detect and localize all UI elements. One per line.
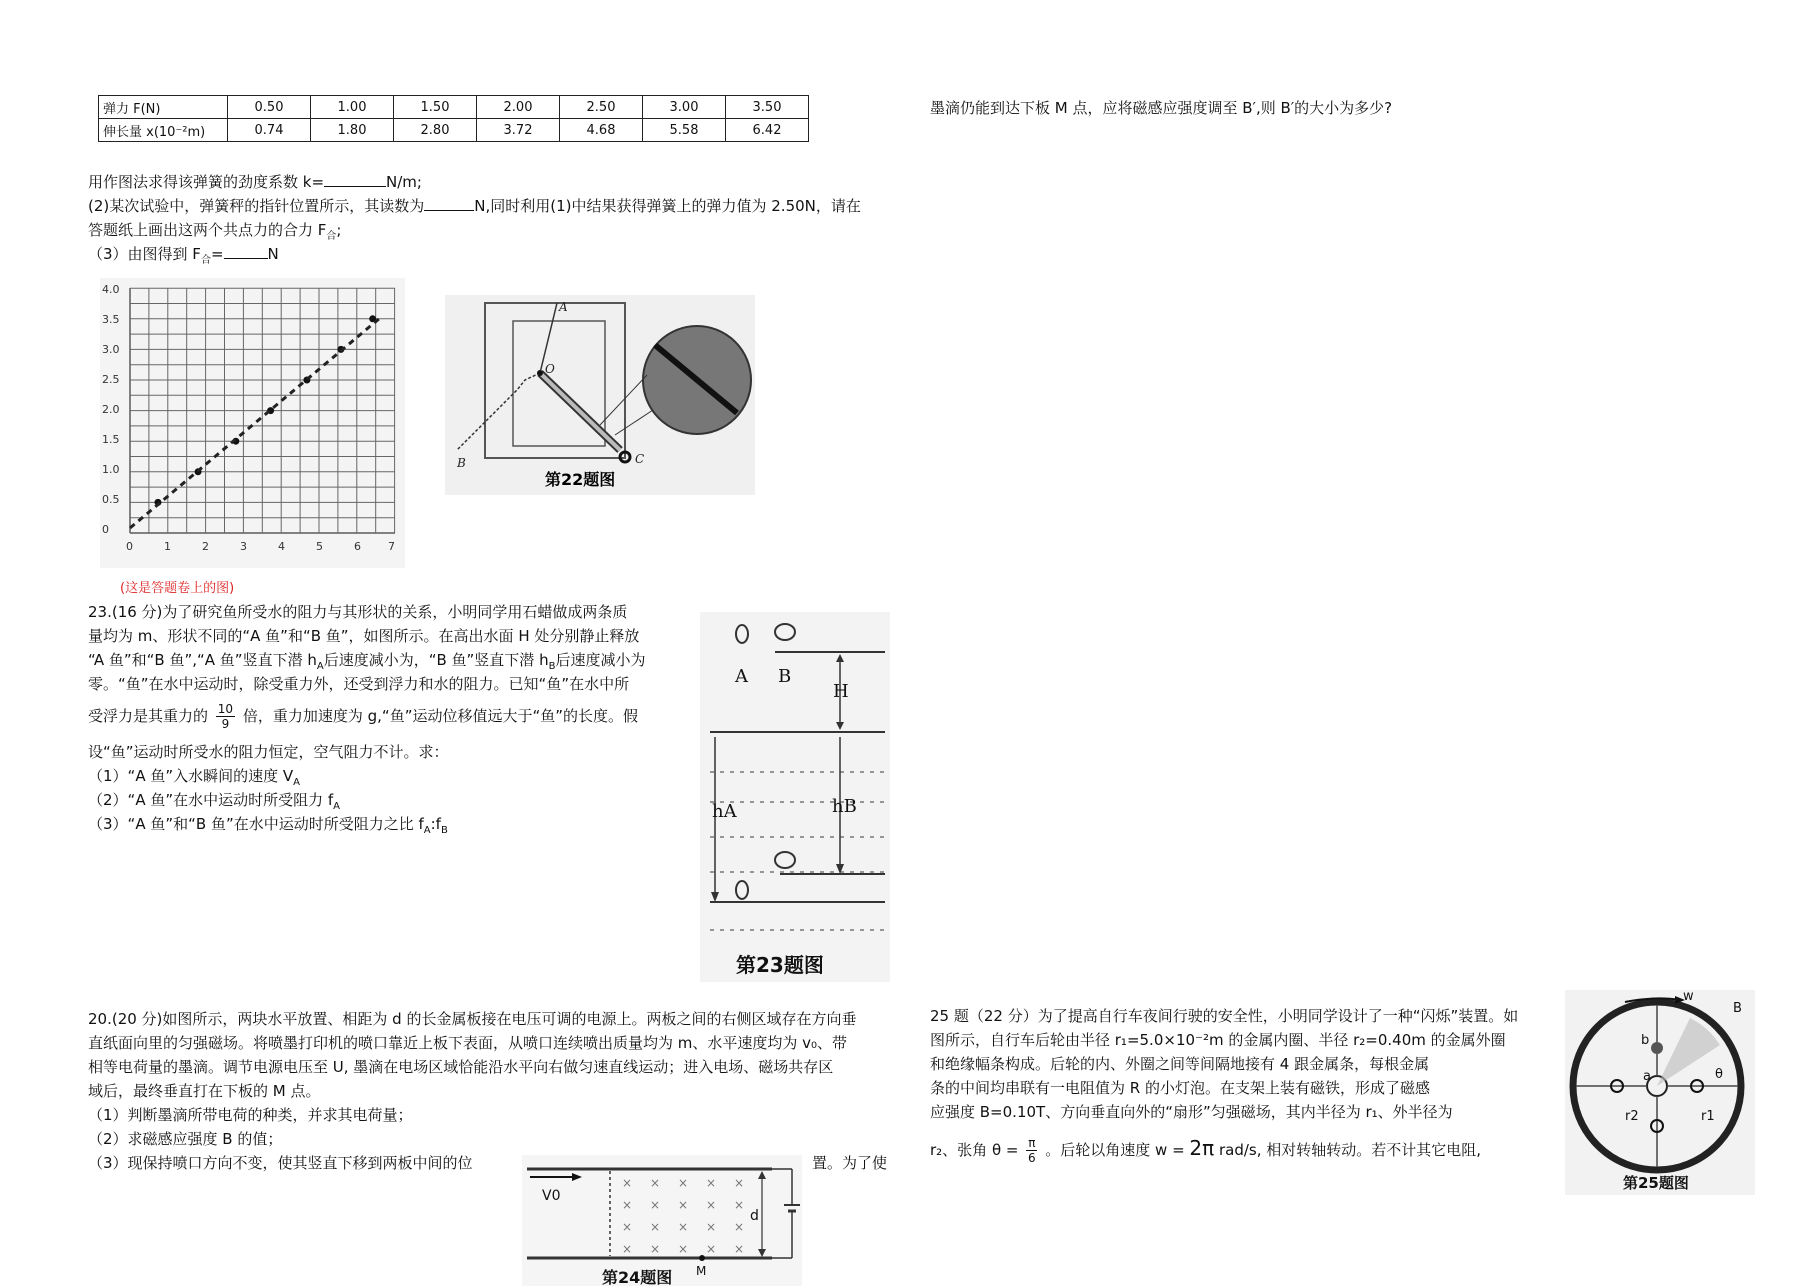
q24-continuation: 墨滴仍能到达下板 M 点，应将磁感应强度调至 B′,则 B′的大小为多少? <box>930 99 1393 117</box>
table-cell: 弹力 F(N) <box>99 96 228 119</box>
q22-line-2 <box>88 194 861 218</box>
label-b: B <box>457 456 466 470</box>
answer-sheet-graph <box>100 278 405 568</box>
q23-sub-3 <box>88 812 448 843</box>
text: 后速度减小为 <box>555 651 646 669</box>
field-cross-icon: × <box>650 1176 661 1190</box>
text: r₂、张角 θ = <box>930 1141 1019 1159</box>
q25-line-3: 和绝缘幅条构成。后轮的内、外圈之间等间隔地接有 4 跟金属条，每根金属 <box>930 1055 1430 1073</box>
label-d: d <box>750 1208 759 1224</box>
y-tick-label: 0 <box>102 523 109 536</box>
label-a: A <box>559 300 568 314</box>
field-cross-icon: × <box>650 1242 661 1256</box>
y-tick-label: 0.5 <box>102 493 120 506</box>
spring-data-table <box>98 95 809 142</box>
table-cell: 0.50 <box>228 96 311 119</box>
text: （2）“A 鱼”在水中运动时所受阻力 f <box>88 791 334 809</box>
table-cell: 3.72 <box>477 119 560 142</box>
denominator: 9 <box>221 717 230 731</box>
table-cell: 2.80 <box>394 119 477 142</box>
field-cross-icon: × <box>734 1176 745 1190</box>
label-theta: θ <box>1715 1067 1723 1082</box>
table-cell: 6.42 <box>726 119 809 142</box>
table-row <box>99 96 809 119</box>
y-tick-label: 2.0 <box>102 403 120 416</box>
label-b-field: B <box>1733 1001 1742 1016</box>
x-tick-label: 6 <box>354 540 361 553</box>
figure-caption: 第25题图 <box>1623 1174 1689 1192</box>
subscript: A <box>333 801 341 812</box>
x-tick-label: 3 <box>240 540 247 553</box>
field-cross-icon: × <box>706 1242 717 1256</box>
text: 用作图法求得该弹簧的劲度系数 k= <box>88 173 325 191</box>
y-tick-label: 3.0 <box>102 343 120 356</box>
text: 受浮力是其重力的 <box>88 707 209 725</box>
label-b: B <box>778 666 792 687</box>
field-cross-icon: × <box>622 1198 633 1212</box>
field-cross-icon: × <box>622 1220 633 1234</box>
q24-line-4: 域后，最终垂直打在下板的 M 点。 <box>88 1082 321 1100</box>
text: 2π <box>1189 1136 1215 1160</box>
field-cross-icon: × <box>734 1198 745 1212</box>
field-cross-icon: × <box>650 1198 661 1212</box>
text: ; <box>336 221 342 239</box>
label-a: A <box>735 666 748 687</box>
text: “A 鱼”和“B 鱼”,“A 鱼”竖直下潜 h <box>88 651 317 669</box>
table-cell: 伸长量 x(10⁻²m) <box>99 119 228 142</box>
text: rad/s, 相对转轴转动。若不计其它电阻, <box>1218 1141 1482 1159</box>
label-ha: hA <box>712 801 737 822</box>
figure-caption: 第22题图 <box>545 470 616 489</box>
subscript: A <box>316 661 324 672</box>
answer-blank <box>224 242 268 259</box>
denominator: 6 <box>1028 1151 1036 1165</box>
field-cross-icon: × <box>734 1220 745 1234</box>
text: （3）由图得到 F <box>88 245 201 263</box>
subscript: A <box>293 777 300 788</box>
text: 答题纸上画出这两个共点力的合力 F <box>88 221 327 239</box>
q22-line-4 <box>88 242 279 273</box>
point-o <box>537 370 543 376</box>
q25-wheel-figure <box>1565 990 1755 1195</box>
text: 倍，重力加速度为 g,“鱼”运动位移值远大于“鱼”的长度。假 <box>242 707 639 725</box>
text: （1）“A 鱼”入水瞬间的速度 V <box>88 767 294 785</box>
text: （3）“A 鱼”和“B 鱼”在水中运动时所受阻力之比 f <box>88 815 424 833</box>
q24-line-3: 相等电荷量的墨滴。调节电源电压至 U, 墨滴在电场区域恰能沿水平向右做匀速直线运动；进入电场、磁场共存区 <box>88 1058 834 1076</box>
fraction <box>1026 1136 1037 1165</box>
q24-line-2: 直纸面向里的匀强磁场。将喷墨打印机的喷口靠近上板下表面，从喷口连续喷出质量均为 m、水平速度均为 v₀、带 <box>88 1034 848 1052</box>
fraction <box>216 702 235 731</box>
field-cross-icon: × <box>734 1242 745 1256</box>
x-tick-label: 7 <box>388 540 395 553</box>
numerator: 10 <box>217 702 234 716</box>
field-cross-icon: × <box>678 1220 689 1234</box>
q24-figure <box>522 1155 802 1286</box>
q25-line-5: 应强度 B=0.10T、方向垂直向外的“扇形”匀强磁场，其内半径为 r₁、外半径为 <box>930 1103 1453 1121</box>
text: N,同时利用(1)中结果获得弹簧上的弹力值为 2.50N，请在 <box>474 197 861 215</box>
y-tick-label: 2.5 <box>102 373 120 386</box>
subscript: B <box>548 661 556 672</box>
q23-line-4: 零。“鱼”在水中运动时，除受重力外，还受到浮力和水的阻力。已知“鱼”在水中所 <box>88 675 630 693</box>
q23-line-6: 设“鱼”运动时所受水的阻力恒定，空气阻力不计。求： <box>88 743 449 761</box>
q25-line-6 <box>930 1136 1481 1165</box>
q24-line-1: 20.(20 分)如图所示，两块水平放置、相距为 d 的长金属板接在电压可调的电源上。两板之间的右侧区域存在方向垂 <box>88 1010 857 1028</box>
q24-sub-1: （1）判断墨滴所带电荷的种类，并求其电荷量； <box>88 1106 413 1124</box>
label-w: w <box>1683 990 1694 1004</box>
q25-line-2: 图所示，自行车后轮由半径 r₁=5.0×10⁻²m 的金属内圈、半径 r₂=0.40m 的金属外圈 <box>930 1031 1506 1049</box>
graph-note: (这是答题卷上的图) <box>120 581 235 596</box>
text: N <box>267 245 279 263</box>
label-b: b <box>1641 1033 1650 1048</box>
table-cell: 0.74 <box>228 119 311 142</box>
label-r1: r1 <box>1701 1109 1715 1124</box>
table-cell: 3.00 <box>643 96 726 119</box>
subscript: A <box>423 825 431 836</box>
y-tick-label: 3.5 <box>102 313 120 326</box>
label-h: H <box>833 681 849 702</box>
table-cell: 5.58 <box>643 119 726 142</box>
table-cell: 2.00 <box>477 96 560 119</box>
figure-caption: 第23题图 <box>736 953 824 977</box>
text: = <box>210 245 224 263</box>
field-cross-icon: × <box>650 1220 661 1234</box>
table-cell: 1.50 <box>394 96 477 119</box>
q24-sub-3-end: 置。为了使 <box>812 1154 888 1172</box>
text: :f <box>430 815 441 833</box>
label-r2: r2 <box>1625 1109 1639 1124</box>
table-row <box>99 119 809 142</box>
label-hb: hB <box>832 796 857 817</box>
field-cross-icon: × <box>706 1176 717 1190</box>
table-cell: 2.50 <box>560 96 643 119</box>
label-o: O <box>545 362 555 376</box>
table-cell: 4.68 <box>560 119 643 142</box>
q25-line-4: 条的中间均串联有一电阻值为 R 的小灯泡。在支架上装有磁铁，形成了磁感 <box>930 1079 1430 1097</box>
field-cross-icon: × <box>622 1176 633 1190</box>
subscript: 合 <box>200 255 211 266</box>
subscript: 合 <box>326 231 337 242</box>
point-m <box>699 1255 705 1261</box>
answer-blank <box>324 170 386 187</box>
y-tick-label: 1.5 <box>102 433 120 446</box>
x-tick-label: 5 <box>316 540 323 553</box>
q23-line-5 <box>88 702 638 731</box>
text: (2)某次试验中，弹簧秤的指针位置所示，其读数为 <box>88 197 425 215</box>
field-cross-icon: × <box>706 1198 717 1212</box>
field-cross-icon: × <box>678 1242 689 1256</box>
table-cell: 3.50 <box>726 96 809 119</box>
field-cross-icon: × <box>622 1242 633 1256</box>
numerator: π <box>1028 1136 1036 1150</box>
label-v0: V0 <box>542 1188 561 1204</box>
q23-line-2: 量均为 m、形状不同的“A 鱼”和“B 鱼”，如图所示。在高出水面 H 处分别静止释放 <box>88 627 640 645</box>
field-cross-icon: × <box>678 1176 689 1190</box>
table-cell: 1.80 <box>311 119 394 142</box>
label-m: M <box>696 1264 707 1278</box>
text: 后速度减小为，“B 鱼”竖直下潜 h <box>323 651 549 669</box>
subscript: B <box>440 825 448 836</box>
label-c: C <box>635 452 645 466</box>
x-tick-label: 0 <box>126 540 133 553</box>
text: N/m; <box>386 173 422 191</box>
bulb-icon <box>1651 1042 1663 1054</box>
q22-figure <box>445 295 755 495</box>
text: 。后轮以角速度 w = <box>1045 1141 1185 1159</box>
field-cross-icon: × <box>678 1198 689 1212</box>
q24-sub-3: （3）现保持喷口方向不变，使其竖直下移到两板中间的位 <box>88 1154 473 1172</box>
y-tick-label: 4.0 <box>102 283 120 296</box>
q23-line-1: 23.(16 分)为了研究鱼所受水的阻力与其形状的关系，小明同学用石蜡做成两条质 <box>88 603 628 621</box>
figure-caption: 第24题图 <box>602 1268 673 1286</box>
answer-blank <box>424 194 474 211</box>
x-tick-label: 4 <box>278 540 285 553</box>
y-tick-label: 1.0 <box>102 463 120 476</box>
q25-line-1: 25 题（22 分）为了提高自行车夜间行驶的安全性，小明同学设计了一种“闪烁”装置。如 <box>930 1007 1519 1025</box>
q23-figure <box>700 612 890 982</box>
x-tick-label: 2 <box>202 540 209 553</box>
q24-sub-2: （2）求磁感应强度 B 的值； <box>88 1130 283 1148</box>
label-a: a <box>1643 1069 1651 1084</box>
x-tick-label: 1 <box>164 540 171 553</box>
q22-line-1 <box>88 170 422 194</box>
table-cell: 1.00 <box>311 96 394 119</box>
field-cross-icon: × <box>706 1220 717 1234</box>
